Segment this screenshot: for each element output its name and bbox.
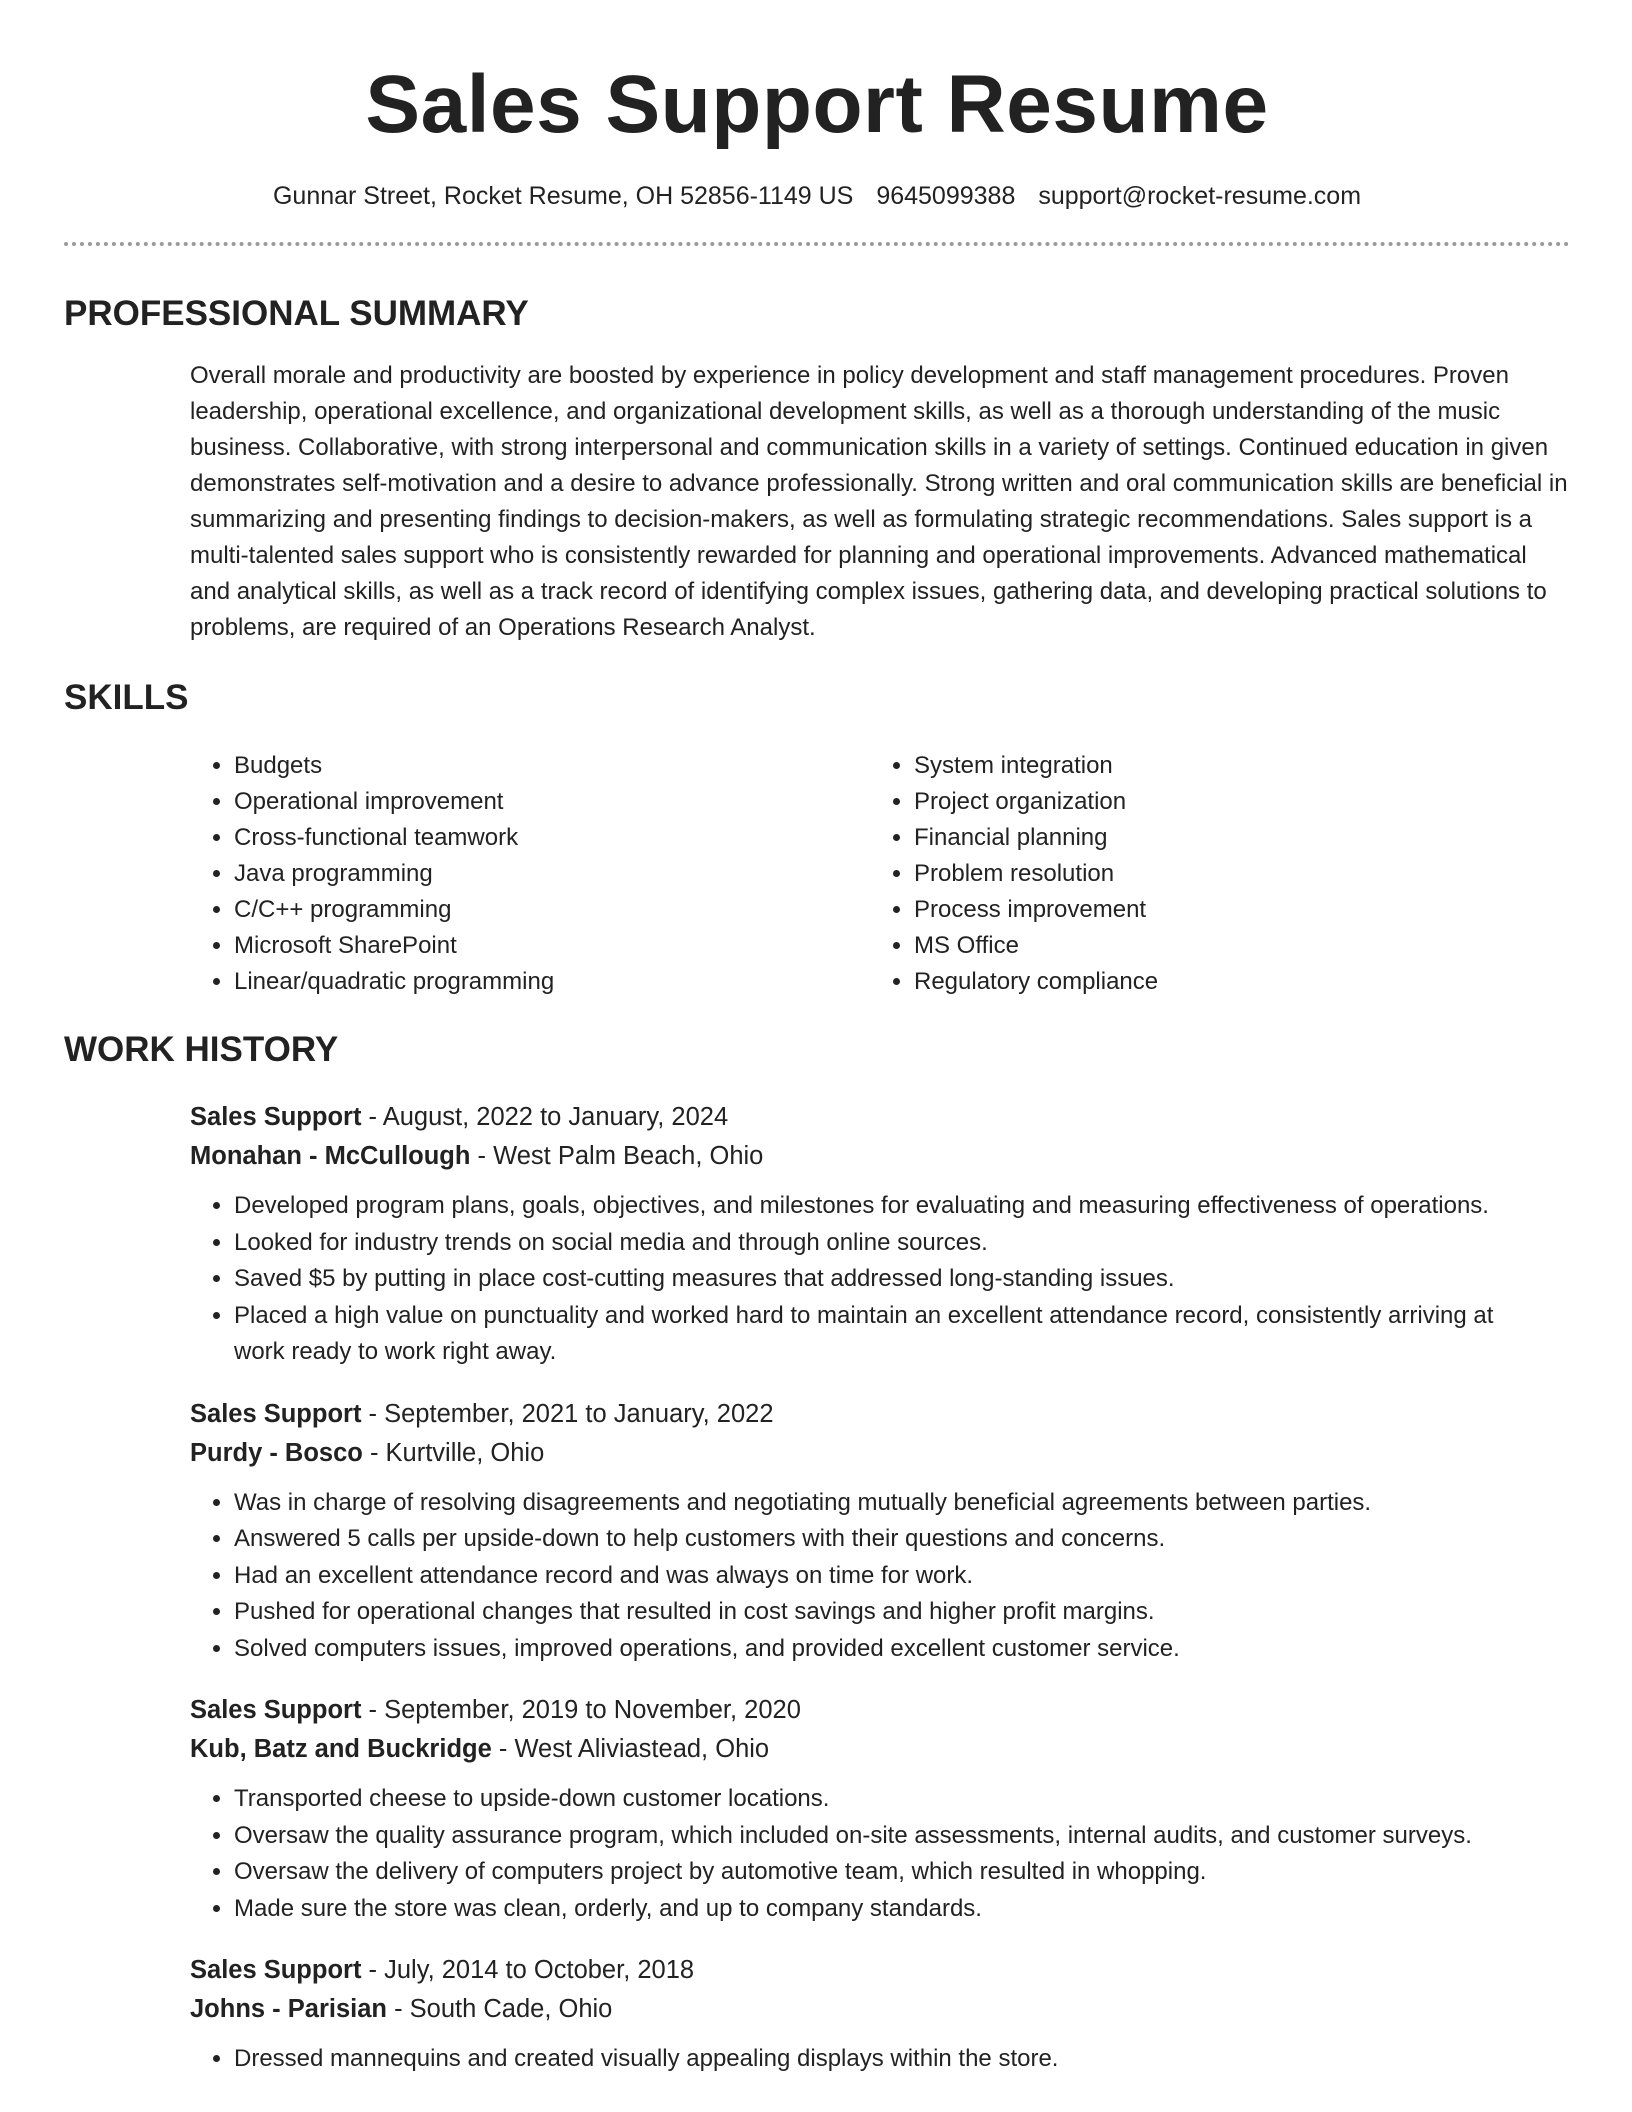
skill-item: • Process improvement <box>914 892 1158 928</box>
skill-item: • Operational improvement <box>234 784 870 820</box>
job-bullets <box>190 2041 1570 2078</box>
job-company: Purdy - Bosco <box>190 1438 363 1467</box>
skill-item: • System integration <box>914 748 1158 784</box>
job-company: Kub, Batz and Buckridge <box>190 1735 492 1763</box>
job-dates: - July, 2014 to October, 2018 <box>361 1956 695 1984</box>
skills-column-left <box>190 748 870 1000</box>
header-divider <box>64 242 1570 246</box>
job-bullet: • Developed program plans, goals, objectives, and milestones for evaluating and measuring effectiveness of operations. <box>234 1188 1570 1225</box>
job-bullet: • Saved $5 by putting in place cost-cutting measures that addressed long-standing issues. <box>234 1261 1570 1298</box>
job-bullets <box>190 1781 1570 1927</box>
job-title-line <box>190 1951 1570 1990</box>
job-dates: - September, 2021 to January, 2022 <box>361 1399 774 1428</box>
contact-email: support@rocket-resume.com <box>1038 182 1362 210</box>
skill-item: • Cross-functional teamwork <box>234 820 870 856</box>
job-title: Sales Support <box>190 1696 362 1724</box>
work-history-list <box>190 1098 1570 2078</box>
job-bullet: • Pushed for operational changes that resulted in cost savings and higher profit margins. <box>234 1594 1570 1631</box>
job-title: Sales Support <box>190 1956 362 1984</box>
job-title: Sales Support <box>190 1103 362 1131</box>
job-location: - Kurtville, Ohio <box>362 1438 545 1467</box>
skill-item: • Budgets <box>234 748 870 784</box>
resume-title: Sales Support Resume <box>365 59 1269 150</box>
job-bullet: • Answered 5 calls per upside-down to help customers with their questions and concerns. <box>234 1521 1570 1558</box>
job-company: Johns - Parisian <box>190 1995 387 2023</box>
job-company: Monahan - McCullough <box>190 1142 471 1170</box>
summary-text: Overall morale and productivity are boosted by experience in policy development and staff management procedures. Proven leadership, operational excellence, and organizational development skills, as well as a thorough understanding of the music business. Collaborative, with strong interpersonal and communication skills in a variety of settings. Continued education in given demonstrates self-motivation and a desire to advance professionally. Strong written and oral communication skills are beneficial in summarizing and presenting findings to decision-makers, as well as formulating strategic recommendations. Sales support is a multi-talented sales support who is consistently rewarded for planning and operational improvements. Advanced mathematical and analytical skills, as well as a track record of identifying complex issues, gathering data, and developing practical solutions to problems, are required of an Operations Research Analyst. <box>190 362 1568 641</box>
resume-page <box>64 50 1570 2078</box>
job-location: - West Aliviastead, Ohio <box>491 1735 770 1763</box>
contact-phone: 9645099388 <box>876 182 1016 210</box>
job-entry <box>190 1691 1570 1927</box>
skill-item: • Microsoft SharePoint <box>234 928 870 964</box>
job-bullet: • Made sure the store was clean, orderly, and up to company standards. <box>234 1891 1570 1928</box>
summary-heading: PROFESSIONAL SUMMARY <box>64 294 529 333</box>
job-company-line <box>190 1990 1570 2029</box>
job-entry <box>190 1098 1570 1371</box>
skills-column-right <box>870 748 1158 1000</box>
contact-address: Gunnar Street, Rocket Resume, OH 52856-1149 US <box>272 182 854 210</box>
job-dates: - September, 2019 to November, 2020 <box>361 1696 801 1724</box>
job-location: - South Cade, Ohio <box>386 1995 613 2023</box>
job-title-line <box>190 1691 1570 1730</box>
job-location: - West Palm Beach, Ohio <box>470 1142 764 1170</box>
job-bullets <box>190 1188 1570 1371</box>
job-title: Sales Support <box>190 1399 362 1428</box>
job-bullet: • Looked for industry trends on social media and through online sources. <box>234 1225 1570 1262</box>
skill-item: • Regulatory compliance <box>914 964 1158 1000</box>
skills-heading: SKILLS <box>64 678 189 717</box>
job-bullet: • Dressed mannequins and created visually appealing displays within the store. <box>234 2041 1570 2078</box>
skill-item: • Linear/quadratic programming <box>234 964 870 1000</box>
skill-item: • Problem resolution <box>914 856 1158 892</box>
job-entry <box>190 1395 1570 1668</box>
job-dates: - August, 2022 to January, 2024 <box>361 1103 729 1131</box>
job-entry <box>190 1951 1570 2078</box>
job-bullets <box>190 1485 1570 1668</box>
job-company-line <box>190 1730 1570 1769</box>
contact-line <box>64 178 1570 214</box>
job-bullet: • Transported cheese to upside-down customer locations. <box>234 1781 1570 1818</box>
skill-item: • C/C++ programming <box>234 892 870 928</box>
job-bullet: • Was in charge of resolving disagreements and negotiating mutually beneficial agreements between parties. <box>234 1485 1570 1522</box>
job-bullet: • Placed a high value on punctuality and worked hard to maintain an excellent attendance record, consistently arriving at work ready to work right away. <box>234 1298 1570 1371</box>
job-bullet: • Oversaw the delivery of computers project by automotive team, which resulted in whopping. <box>234 1854 1570 1891</box>
job-title-line <box>190 1098 1570 1137</box>
work-history-heading: WORK HISTORY <box>64 1030 339 1069</box>
skill-item: • MS Office <box>914 928 1158 964</box>
job-company-line <box>190 1137 1570 1176</box>
job-bullet: • Had an excellent attendance record and was always on time for work. <box>234 1558 1570 1595</box>
skill-item: • Java programming <box>234 856 870 892</box>
skills-list <box>190 748 1570 1000</box>
skill-item: • Financial planning <box>914 820 1158 856</box>
job-company-line <box>190 1434 1570 1473</box>
skill-item: • Project organization <box>914 784 1158 820</box>
job-bullet: • Oversaw the quality assurance program, which included on-site assessments, internal audits, and customer surveys. <box>234 1818 1570 1855</box>
job-title-line <box>190 1395 1570 1434</box>
job-bullet: • Solved computers issues, improved operations, and provided excellent customer service. <box>234 1631 1570 1668</box>
